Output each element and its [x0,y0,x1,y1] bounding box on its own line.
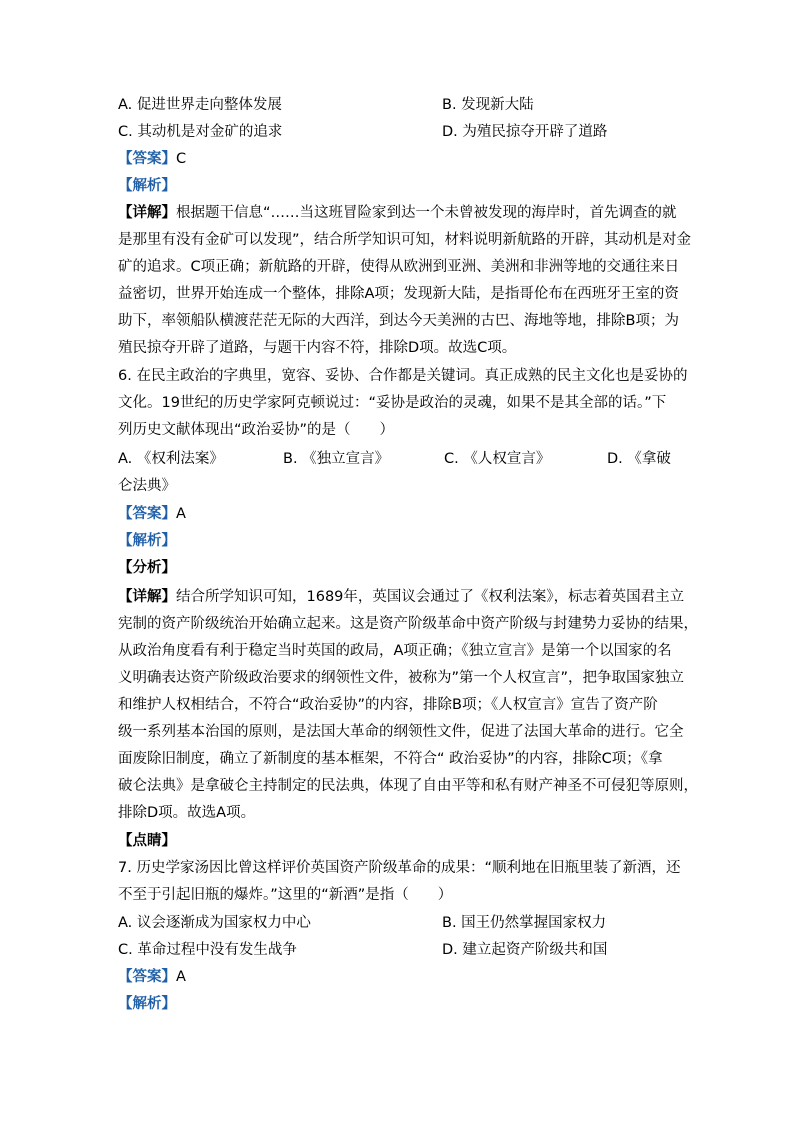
q7-stem-line: 不至于引起旧瓶的爆炸。”这里的“新酒”是指（ ） [118,887,453,903]
comment-label: 【点睛】 [118,833,176,849]
analysis-label: 【解析】 [118,996,176,1012]
q5-answer [118,149,678,169]
fenxi-label: 【分析】 [118,560,176,576]
answer-value: A [176,506,186,522]
detail-label: 【详解】 [118,589,176,605]
answer-value: C [176,151,187,167]
q6-comment-label [118,831,678,851]
q5-detail-line: 殖民掠夺开辟了道路，与题干内容不符，排除D项。故选C项。 [118,340,517,356]
q5-option-b: B. 发现新大陆 [442,97,534,113]
q7-option-c: C. 革命过程中没有发生战争 [118,942,297,958]
q5-detail-line: 助下，率领船队横渡茫茫无际的大西洋，到达今天美洲的古巴、海地等地，排除B项；为 [118,313,679,329]
q6-detail-line: 排除D项。故选A项。 [118,805,256,821]
q7-stem-line: 7. 历史学家汤因比曾这样评价英国资产阶级革命的成果：“顺利地在旧瓶里装了新酒，还 [118,860,681,876]
q7-option-d: D. 建立起资产阶级共和国 [442,942,608,958]
q6-stem-line: 列历史文献体现出“政治妥协”的是（ ） [118,422,395,438]
answer-label: 【答案】 [118,151,176,167]
q6-option-d-continued: 仑法典》 [118,478,176,494]
q7-analysis-label [118,994,678,1014]
analysis-label: 【解析】 [118,178,176,194]
q5-option-a: A. 促进世界走向整体发展 [118,97,282,113]
q6-option-a: A. 《权利法案》 [118,451,224,467]
q6-stem-line: 6. 在民主政治的字典里，宽容、妥协、合作都是关键词。真正成熟的民主文化也是妥协的 [118,368,688,384]
q6-detail-line: 义明确表达资产阶级政治要求的纲领性文件，被称为”第一个人权宣言”，把争取国家独立 [118,670,685,686]
q6-detail-line: 级一系列基本治国的原则，是法国大革命的纲领性文件，促进了法国大革命的进行。它全 [118,724,684,740]
q5-analysis-label [118,176,678,196]
q6-analysis-label [118,531,678,551]
q6-detail-line: 宪制的资产阶级统治开始确立起来。这是资产阶级革命中资产阶级与封建势力妥协的结果， [118,616,698,632]
q5-detail-line: 是那里有没有金矿可以发现”，结合所学知识可知，材料说明新航路的开辟，其动机是对金 [118,232,692,248]
q6-option-b: B. 《独立宣言》 [283,451,390,467]
q6-detail-line: 从政治角度看有利于稳定当时英国的政局，A项正确；《独立宣言》是第一个以国家的名 [118,643,672,659]
q6-fenxi-label [118,558,678,578]
q5-detail-line [118,203,678,223]
answer-label: 【答案】 [118,969,176,985]
q5-option-c: C. 其动机是对金矿的追求 [118,124,283,140]
detail-text: 结合所学知识可知，1689年，英国议会通过了《权利法案》，标志着英国君主立 [176,589,685,605]
q5-detail-line: 矿的追求。C项正确；新航路的开辟，使得从欧洲到亚洲、美洲和非洲等地的交通往来日 [118,259,680,275]
q6-answer [118,504,678,524]
q6-detail-line: 和维护人权相结合，不符合“政治妥协”的内容，排除B项；《人权宣言》宣告了资产阶 [118,697,658,713]
detail-text: 根据题干信息“……当这班冒险家到达一个未曾被发现的海岸时，首先调查的就 [176,205,677,221]
q5-detail-line: 益密切，世界开始连成一个整体，排除A项；发现新大陆，是指哥伦布在西班牙王室的资 [118,286,679,302]
q6-stem-line: 文化。19世纪的历史学家阿克顿说过：“妥协是政治的灵魂，如果不是其全部的话。”下 [118,395,667,411]
answer-label: 【答案】 [118,506,176,522]
q5-option-d: D. 为殖民掠夺开辟了道路 [442,124,608,140]
q6-option-d: D. 《拿破 [607,451,671,467]
q6-option-c: C. 《人权宣言》 [444,451,551,467]
q7-option-b: B. 国王仍然掌握国家权力 [442,915,607,931]
q6-detail-line: 破仑法典》是拿破仑主持制定的民法典，体现了自由平等和私有财产神圣不可侵犯等原则， [118,778,698,794]
answer-value: A [176,969,186,985]
q6-detail-line [118,587,685,607]
analysis-label: 【解析】 [118,533,176,549]
q6-detail-line: 面废除旧制度，确立了新制度的基本框架，不符合“ 政治妥协”的内容，排除C项；《拿 [118,751,663,767]
detail-label: 【详解】 [118,205,176,221]
q7-option-a: A. 议会逐渐成为国家权力中心 [118,915,311,931]
q7-answer [118,967,678,987]
